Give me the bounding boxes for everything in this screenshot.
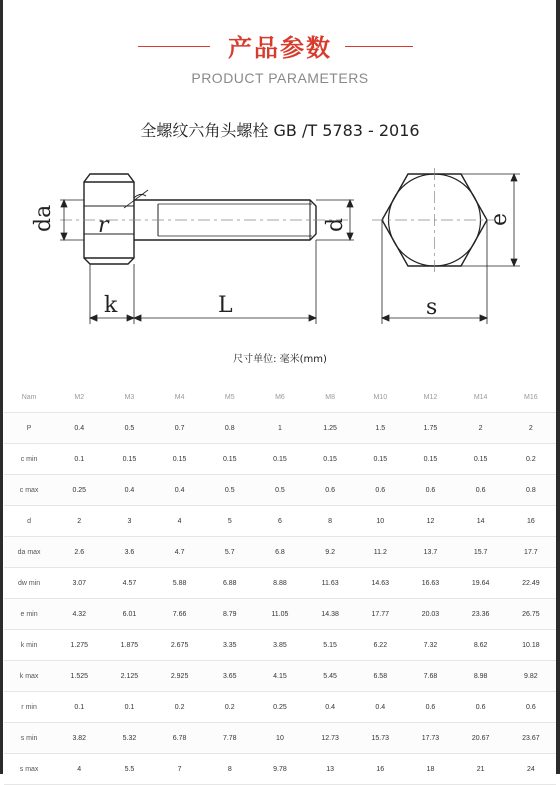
table-row xyxy=(4,599,556,630)
table-cell: 6.22 xyxy=(355,630,405,661)
table-cell: 20.03 xyxy=(405,599,455,630)
table-header-row xyxy=(4,382,556,413)
table-cell: 0.1 xyxy=(104,692,154,723)
row-label-cell: d xyxy=(4,506,54,537)
table-cell: 6.58 xyxy=(355,661,405,692)
table-cell: 0.6 xyxy=(405,475,455,506)
table-cell: 1 xyxy=(255,413,305,444)
table-cell: 0.5 xyxy=(205,475,255,506)
table-cell: M3 xyxy=(104,382,154,413)
table-cell: 1.875 xyxy=(104,630,154,661)
table-cell: 1.525 xyxy=(54,661,104,692)
table-cell: 16 xyxy=(506,506,556,537)
table-cell: 3.07 xyxy=(54,568,104,599)
table-cell: 9.78 xyxy=(255,754,305,785)
table-cell: 0.1 xyxy=(54,444,104,475)
label-s: s xyxy=(426,295,438,320)
drawing-title: 全螺纹六角头螺栓 GB /T 5783 - 2016 xyxy=(140,121,420,140)
table-cell: 0.15 xyxy=(104,444,154,475)
table-cell: 12 xyxy=(405,506,455,537)
table-row xyxy=(4,661,556,692)
table-cell: 15.7 xyxy=(456,537,506,568)
table-cell: 0.6 xyxy=(405,692,455,723)
table-cell: 4.7 xyxy=(155,537,205,568)
table-cell: 14.63 xyxy=(355,568,405,599)
table-cell: 0.6 xyxy=(506,692,556,723)
table-cell: 1.25 xyxy=(305,413,355,444)
page-title: 产品参数 xyxy=(228,34,332,62)
table-row xyxy=(4,630,556,661)
table-cell: 6.78 xyxy=(155,723,205,754)
table-cell: 10 xyxy=(355,506,405,537)
table-row xyxy=(4,444,556,475)
row-label-cell: c max xyxy=(4,475,54,506)
row-label-cell: s min xyxy=(4,723,54,754)
table-cell: 2 xyxy=(54,506,104,537)
table-cell: 3.85 xyxy=(255,630,305,661)
table-cell: 5.7 xyxy=(205,537,255,568)
row-label-cell: P xyxy=(4,413,54,444)
table-cell: 2.125 xyxy=(104,661,154,692)
table-cell: 0.25 xyxy=(54,475,104,506)
label-da: da xyxy=(31,204,56,232)
table-cell: 5.88 xyxy=(155,568,205,599)
table-cell: 3.65 xyxy=(205,661,255,692)
table-row xyxy=(4,754,556,785)
table-cell: 0.8 xyxy=(506,475,556,506)
table-cell: M10 xyxy=(355,382,405,413)
table-cell: 26.75 xyxy=(506,599,556,630)
table-cell: 1.5 xyxy=(355,413,405,444)
table-cell: 0.15 xyxy=(205,444,255,475)
table-cell: 24 xyxy=(506,754,556,785)
table-cell: M4 xyxy=(155,382,205,413)
table-cell: M8 xyxy=(305,382,355,413)
right-frame-bar xyxy=(556,0,560,774)
table-cell: 5 xyxy=(205,506,255,537)
table-cell: 6.01 xyxy=(104,599,154,630)
table-cell: 8 xyxy=(305,506,355,537)
table-cell: 17.7 xyxy=(506,537,556,568)
table-cell: 0.15 xyxy=(456,444,506,475)
page-subtitle-english: PRODUCT PARAMETERS xyxy=(191,70,369,86)
table-cell: 13.7 xyxy=(405,537,455,568)
table-cell: 2 xyxy=(456,413,506,444)
label-k: k xyxy=(104,293,118,318)
section-header xyxy=(0,28,560,68)
table-cell: 22.49 xyxy=(506,568,556,599)
table-cell: 0.4 xyxy=(155,475,205,506)
table-cell: 18 xyxy=(405,754,455,785)
table-row xyxy=(4,723,556,754)
table-cell: 0.4 xyxy=(54,413,104,444)
table-cell: 6 xyxy=(255,506,305,537)
row-label-cell: da max xyxy=(4,537,54,568)
table-cell: 2.6 xyxy=(54,537,104,568)
table-cell: 0.5 xyxy=(104,413,154,444)
table-cell: 4.57 xyxy=(104,568,154,599)
table-row xyxy=(4,506,556,537)
table-cell: 19.64 xyxy=(456,568,506,599)
row-label-cell: e min xyxy=(4,599,54,630)
table-cell: 14 xyxy=(456,506,506,537)
table-cell: 0.15 xyxy=(255,444,305,475)
table-cell: 0.2 xyxy=(155,692,205,723)
table-cell: 2.925 xyxy=(155,661,205,692)
table-cell: 4 xyxy=(155,506,205,537)
spec-table-wrapper xyxy=(4,382,556,785)
table-cell: 0.6 xyxy=(305,475,355,506)
table-cell: 0.4 xyxy=(355,692,405,723)
unit-note: 尺寸单位: 毫米(mm) xyxy=(233,354,327,365)
table-row xyxy=(4,537,556,568)
table-cell: 1.75 xyxy=(405,413,455,444)
label-e: e xyxy=(487,212,512,226)
table-cell: 14.38 xyxy=(305,599,355,630)
table-cell: 0.2 xyxy=(506,444,556,475)
table-cell: 0.4 xyxy=(104,475,154,506)
table-cell: 0.7 xyxy=(155,413,205,444)
table-cell: 4 xyxy=(54,754,104,785)
table-cell: 15.73 xyxy=(355,723,405,754)
table-cell: 10 xyxy=(255,723,305,754)
table-cell: M5 xyxy=(205,382,255,413)
bolt-head-outline xyxy=(84,174,134,264)
table-cell: 0.6 xyxy=(355,475,405,506)
table-cell: 17.77 xyxy=(355,599,405,630)
table-cell: 8.98 xyxy=(456,661,506,692)
table-cell: 7 xyxy=(155,754,205,785)
table-cell: 21 xyxy=(456,754,506,785)
table-cell: M12 xyxy=(405,382,455,413)
table-cell: M14 xyxy=(456,382,506,413)
table-cell: 11.2 xyxy=(355,537,405,568)
table-cell: 8 xyxy=(205,754,255,785)
table-cell: 5.15 xyxy=(305,630,355,661)
table-cell: 7.78 xyxy=(205,723,255,754)
table-cell: 6.88 xyxy=(205,568,255,599)
table-cell: 0.4 xyxy=(305,692,355,723)
table-cell: 3.82 xyxy=(54,723,104,754)
table-cell: 5.32 xyxy=(104,723,154,754)
table-cell: 2 xyxy=(506,413,556,444)
row-label-cell: dw min xyxy=(4,568,54,599)
table-cell: 12.73 xyxy=(305,723,355,754)
table-row xyxy=(4,692,556,723)
table-cell: M2 xyxy=(54,382,104,413)
table-cell: 0.15 xyxy=(155,444,205,475)
label-r: r xyxy=(98,213,109,238)
left-frame-bar xyxy=(0,0,3,774)
table-cell: 10.18 xyxy=(506,630,556,661)
label-d: d xyxy=(323,217,348,232)
table-cell: 7.32 xyxy=(405,630,455,661)
table-cell: 3 xyxy=(104,506,154,537)
header-rule-right xyxy=(345,46,413,47)
table-cell: 0.2 xyxy=(205,692,255,723)
table-cell: 1.275 xyxy=(54,630,104,661)
table-cell: 23.36 xyxy=(456,599,506,630)
row-label-cell: Nam xyxy=(4,382,54,413)
table-cell: 0.1 xyxy=(54,692,104,723)
table-cell: 8.88 xyxy=(255,568,305,599)
table-cell: 6.8 xyxy=(255,537,305,568)
row-label-cell: c min xyxy=(4,444,54,475)
table-cell: 11.63 xyxy=(305,568,355,599)
table-cell: 2.675 xyxy=(155,630,205,661)
table-cell: 0.6 xyxy=(456,475,506,506)
table-cell: 7.66 xyxy=(155,599,205,630)
row-label-cell: s max xyxy=(4,754,54,785)
table-row xyxy=(4,475,556,506)
table-cell: 4.32 xyxy=(54,599,104,630)
table-row xyxy=(4,568,556,599)
table-cell: 4.15 xyxy=(255,661,305,692)
table-cell: 5.45 xyxy=(305,661,355,692)
table-cell: 5.5 xyxy=(104,754,154,785)
table-cell: 16.63 xyxy=(405,568,455,599)
spec-table xyxy=(4,382,556,785)
table-cell: 3.35 xyxy=(205,630,255,661)
table-cell: 17.73 xyxy=(405,723,455,754)
table-cell: 9.2 xyxy=(305,537,355,568)
table-cell: 0.8 xyxy=(205,413,255,444)
row-label-cell: r min xyxy=(4,692,54,723)
table-cell: 8.62 xyxy=(456,630,506,661)
label-L: L xyxy=(218,293,233,318)
row-label-cell: k min xyxy=(4,630,54,661)
table-cell: 7.68 xyxy=(405,661,455,692)
table-cell: 0.5 xyxy=(255,475,305,506)
table-cell: 13 xyxy=(305,754,355,785)
table-cell: 23.67 xyxy=(506,723,556,754)
table-cell: 0.25 xyxy=(255,692,305,723)
table-row xyxy=(4,413,556,444)
table-cell: M16 xyxy=(506,382,556,413)
table-cell: 0.6 xyxy=(456,692,506,723)
table-cell: 0.15 xyxy=(405,444,455,475)
bolt-technical-drawing xyxy=(20,160,530,330)
table-cell: 11.05 xyxy=(255,599,305,630)
table-cell: 3.6 xyxy=(104,537,154,568)
table-cell: M6 xyxy=(255,382,305,413)
row-label-cell: k max xyxy=(4,661,54,692)
table-cell: 8.79 xyxy=(205,599,255,630)
table-cell: 9.82 xyxy=(506,661,556,692)
table-cell: 0.15 xyxy=(355,444,405,475)
table-cell: 16 xyxy=(355,754,405,785)
table-cell: 20.67 xyxy=(456,723,506,754)
table-cell: 0.15 xyxy=(305,444,355,475)
